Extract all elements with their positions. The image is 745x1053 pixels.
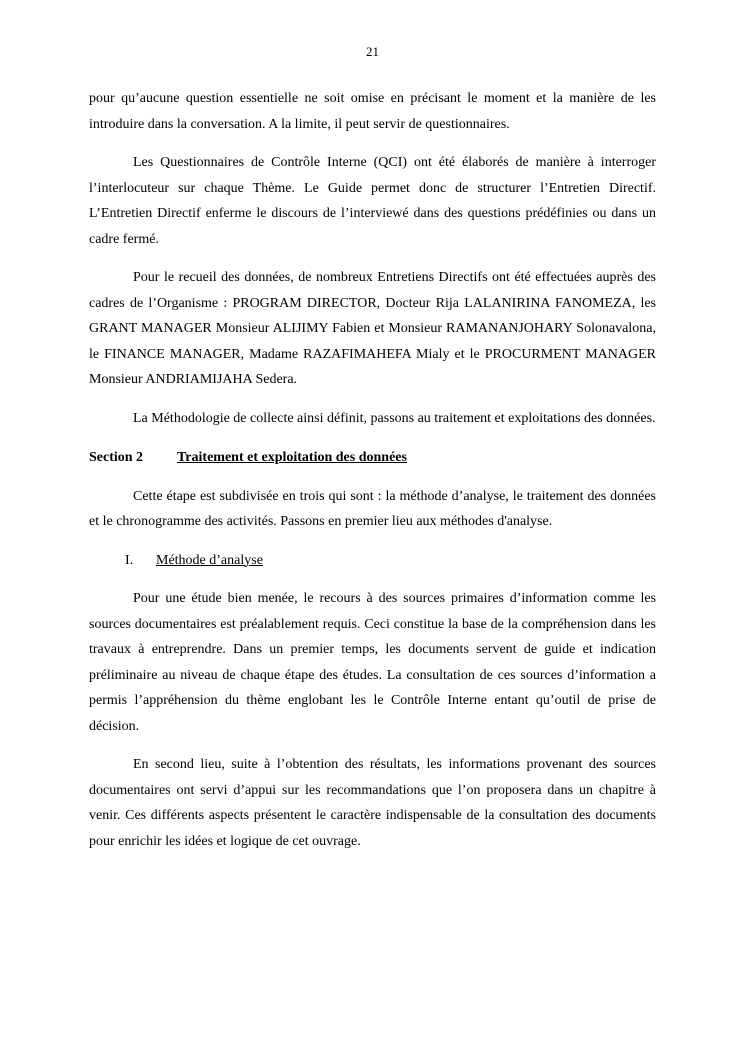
page-body [89,86,656,854]
paragraph-5: Cette étape est subdivisée en trois qui sont : la méthode d’analyse, le traitement des données et le chronogramme des activités. Passons en premier lieu aux méthodes d'analyse. [89,488,656,529]
page-number: 21 [366,44,379,59]
subsection-title: Méthode d’analyse [156,552,263,568]
section-heading [89,445,656,471]
subsection-heading [89,548,656,574]
section-title: Traitement et exploitation des données [177,450,407,465]
paragraph-6: Pour une étude bien menée, le recours à des sources primaires d’information comme les sources documentaires est préalablement requis. Ceci constitue la base de la compréhension dans les travaux à entreprendre. Dans un premier temps, les documents servent de guide et indication préliminaire au niveau de chaque étape des études. La consultation de ces sources d’information a permis l’appréhension du thème englobant les le Contrôle Interne entant qu’outil de prise de décision. [89,591,656,734]
paragraph-3: Pour le recueil des données, de nombreux Entretiens Directifs ont été effectuées auprès des cadres de l’Organisme : PROGRAM DIRECTOR, Docteur Rija LALANIRINA FANOMEZA, les GRANT MANAGER Monsieur ALIJIMY Fabien et Monsieur RAMANANJOHARY Solonavalona, le FINANCE MANAGER, Madame RAZAFIMAHEFA Mialy et le PROCURMENT MANAGER Monsieur ANDRIAMIJAHA Sedera. [89,270,656,387]
paragraph-1: pour qu’aucune question essentielle ne soit omise en précisant le moment et la manière de les introduire dans la conversation. A la limite, il peut servir de questionnaires. [89,91,656,132]
paragraph-7: En second lieu, suite à l’obtention des résultats, les informations provenant des sources documentaires ont servi d’appui sur les recommandations que l’on proposera dans un chapitre à venir. Ces différents aspects présentent le caractère indispensable de la consultation des documents pour enrichir les idées et logique de cet ouvrage. [89,757,656,849]
section-number: Section 2 [89,450,144,465]
subsection-number: I. [125,552,134,568]
paragraph-2: Les Questionnaires de Contrôle Interne (QCI) ont été élaborés de manière à interroger l’interlocuteur sur chaque Thème. Le Guide permet donc de structurer l’Entretien Directif. L’Entretien Directif enferme le discours de l’interviewé dans des questions prédéfinies ou dans un cadre fermé. [89,155,656,247]
paragraph-4: La Méthodologie de collecte ainsi définit, passons au traitement et exploitations des données. [133,410,656,426]
